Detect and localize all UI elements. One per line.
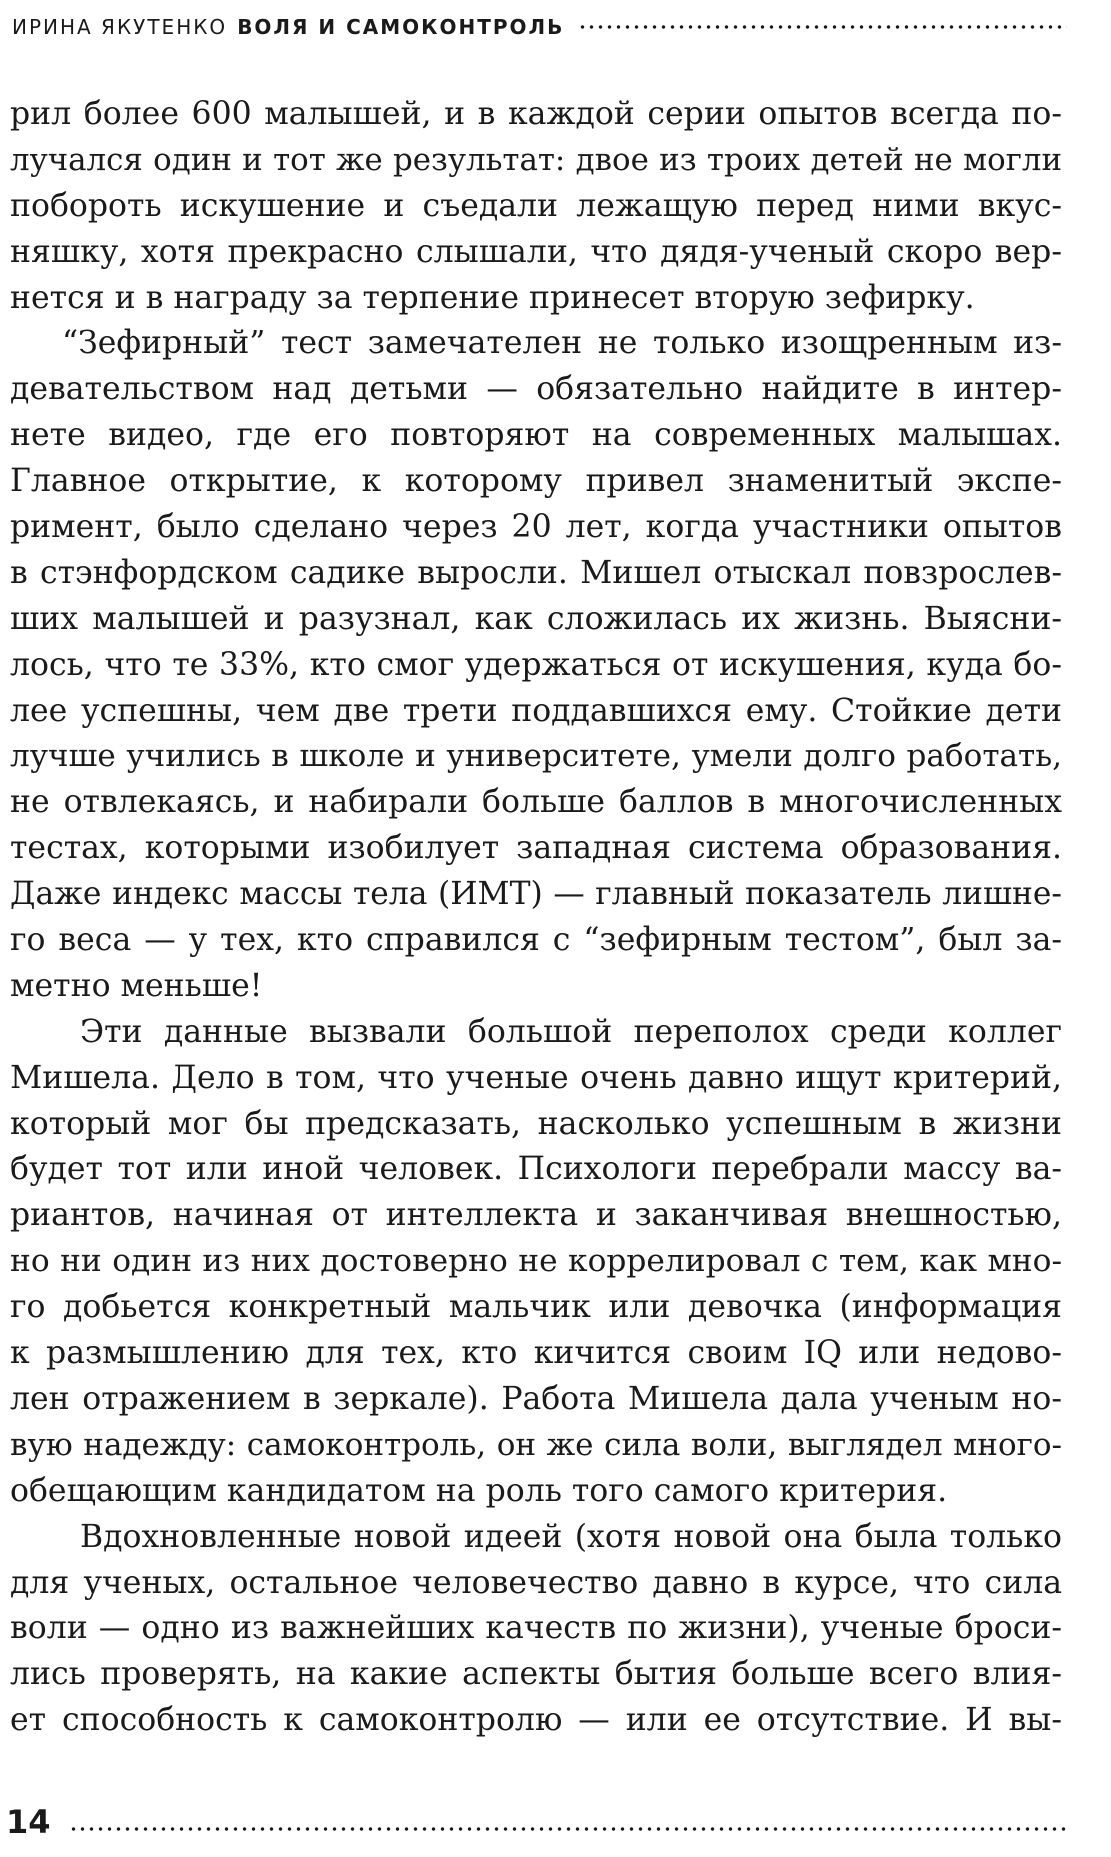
text-line: не отвлекаясь, и набирали больше баллов в многочисленных xyxy=(10,784,1062,821)
text-line: для ученых, остальное человечество давно в курсе, что сила xyxy=(10,1564,1062,1601)
text-line: Эти данные вызвали большой переполох среди коллег xyxy=(80,1013,1062,1050)
text-line: Главное открытие, к которому привел знаменитый экспе- xyxy=(10,463,1062,500)
text-line: тестах, которыми изобилует западная система образования. xyxy=(10,830,1062,867)
text-line: будет тот или иной человек. Психологи перебрали массу ва- xyxy=(10,1151,1062,1188)
text-line: няшку, хотя прекрасно слышали, что дядя-ученый скоро вер- xyxy=(10,233,1062,270)
text-line: риантов, начиная от интеллекта и заканчивая внешностью, xyxy=(10,1197,1062,1234)
page-footer xyxy=(6,1800,1066,1844)
text-line: метно меньше! xyxy=(10,967,263,1004)
text-line: ет способность к самоконтролю — или ее отсутствие. И вы- xyxy=(10,1702,1062,1739)
text-line: ших малышей и разузнал, как сложилась их жизнь. Выясни- xyxy=(10,600,1062,637)
text-line: Даже индекс массы тела (ИМТ) — главный показатель лишне- xyxy=(10,876,1062,913)
running-header xyxy=(12,10,1067,44)
header-dot-leader xyxy=(578,25,1067,29)
text-line: нете видео, где его повторяют на современных малышах. xyxy=(10,417,1062,454)
text-line: девательством над детьми — обязательно найдите в интер- xyxy=(10,371,1062,408)
text-line: го добьется конкретный мальчик или девочка (информация xyxy=(10,1289,1062,1326)
footer-dot-leader xyxy=(69,1827,1066,1831)
text-line: лучше учились в школе и университете, умели долго работать, xyxy=(10,738,1062,775)
text-line: го веса — у тех, кто справился с “зефирным тестом”, был за- xyxy=(10,922,1062,959)
text-line: в стэнфордском садике выросли. Мишел отыскал повзрослев- xyxy=(10,554,1062,591)
text-line: побороть искушение и съедали лежащую перед ними вкус- xyxy=(10,187,1062,224)
text-line: обещающим кандидатом на роль того самого критерия. xyxy=(10,1472,948,1509)
text-line: воли — одно из важнейших качеств по жизни), ученые броси- xyxy=(10,1610,1062,1647)
text-line: лось, что те 33%, кто смог удержаться от искушения, куда бо- xyxy=(10,646,1062,683)
text-line: рил более 600 малышей, и в каждой серии опытов всегда по- xyxy=(10,96,1062,132)
text-line: римент, было сделано через 20 лет, когда участники опытов xyxy=(10,509,1062,546)
text-line: вую надежду: самоконтроль, он же сила воли, выглядел много- xyxy=(10,1426,1062,1463)
body-text xyxy=(10,92,1062,1744)
header-book-title: ВОЛЯ И САМОКОНТРОЛЬ xyxy=(237,15,565,39)
text-line: Мишела. Дело в том, что ученые очень давно ищут критерий, xyxy=(10,1059,1062,1096)
text-line: лее успешны, чем две трети поддавшихся ему. Стойкие дети xyxy=(10,692,1062,729)
text-line: Вдохновленные новой идеей (хотя новой она была только xyxy=(80,1518,1062,1555)
text-line: лись проверять, на какие аспекты бытия больше всего влия- xyxy=(10,1656,1062,1693)
text-line: лен отражением в зеркале). Работа Мишела дала ученым но- xyxy=(10,1380,1062,1417)
text-line: лучался один и тот же результат: двое из троих детей не могли xyxy=(10,141,1062,178)
text-line: который мог бы предсказать, насколько успешным в жизни xyxy=(10,1105,1062,1142)
text-line: “Зефирный” тест замечателен не только изощренным из- xyxy=(62,325,1062,362)
header-author: ИРИНА ЯКУТЕНКО xyxy=(12,15,228,39)
text-line: но ни один из них достоверно не коррелировал с тем, как мно- xyxy=(10,1243,1062,1280)
text-line: к размышлению для тех, кто кичится своим IQ или недово- xyxy=(10,1335,1062,1372)
text-line: нется и в награду за терпение принесет вторую зефирку. xyxy=(10,279,975,316)
page-number: 14 xyxy=(6,1803,51,1841)
